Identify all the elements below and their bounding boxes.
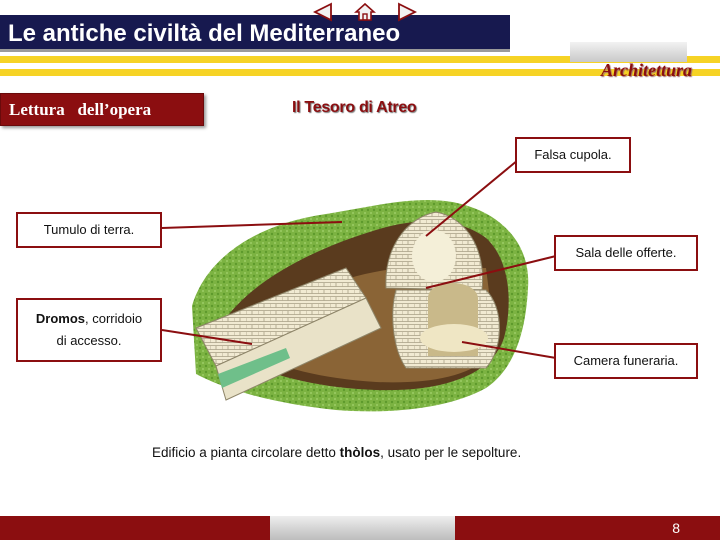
title-bar: [0, 15, 510, 52]
caption-term: thòlos: [339, 445, 381, 460]
caption-before: Edificio a pianta circolare detto: [152, 445, 340, 460]
footer-nav: [270, 516, 455, 540]
page-title: Le antiche civiltà del Mediterraneo: [8, 20, 401, 47]
page-number: 8: [672, 520, 680, 536]
dromos-line1: [36, 308, 142, 330]
sala-label: Sala delle offerte.: [575, 245, 677, 260]
caption: [152, 445, 521, 460]
tumulo-label: Tumulo di terra.: [43, 222, 135, 237]
section-label: Architettura: [600, 60, 692, 80]
callout-sala-offerte: [554, 235, 698, 271]
lettura-word: Lettura: [9, 100, 65, 119]
caption-after: , usato per le sepolture.: [380, 445, 522, 460]
callout-dromos: [16, 298, 162, 362]
callout-tumulo: [16, 212, 162, 248]
dromos-rest: , corridoio: [85, 311, 143, 326]
home-icon[interactable]: [354, 2, 376, 22]
opera-word: dell’opera: [77, 100, 152, 119]
lettura-label: [9, 100, 151, 120]
dromos-line2: di accesso.: [56, 333, 122, 348]
work-title: Il Tesoro di Atreo: [292, 99, 417, 116]
next-arrow-icon[interactable]: [396, 2, 418, 22]
lettura-badge: [0, 93, 204, 126]
tholos-illustration: [186, 178, 536, 420]
dromos-term: Dromos: [35, 311, 86, 326]
prev-arrow-icon[interactable]: [312, 2, 334, 22]
callout-falsa-cupola: [515, 137, 631, 173]
section-tab: [570, 42, 687, 62]
callout-camera-funeraria: [554, 343, 698, 379]
camera-label: Camera funeraria.: [573, 353, 679, 368]
falsa-cupola-label: Falsa cupola.: [534, 147, 612, 162]
